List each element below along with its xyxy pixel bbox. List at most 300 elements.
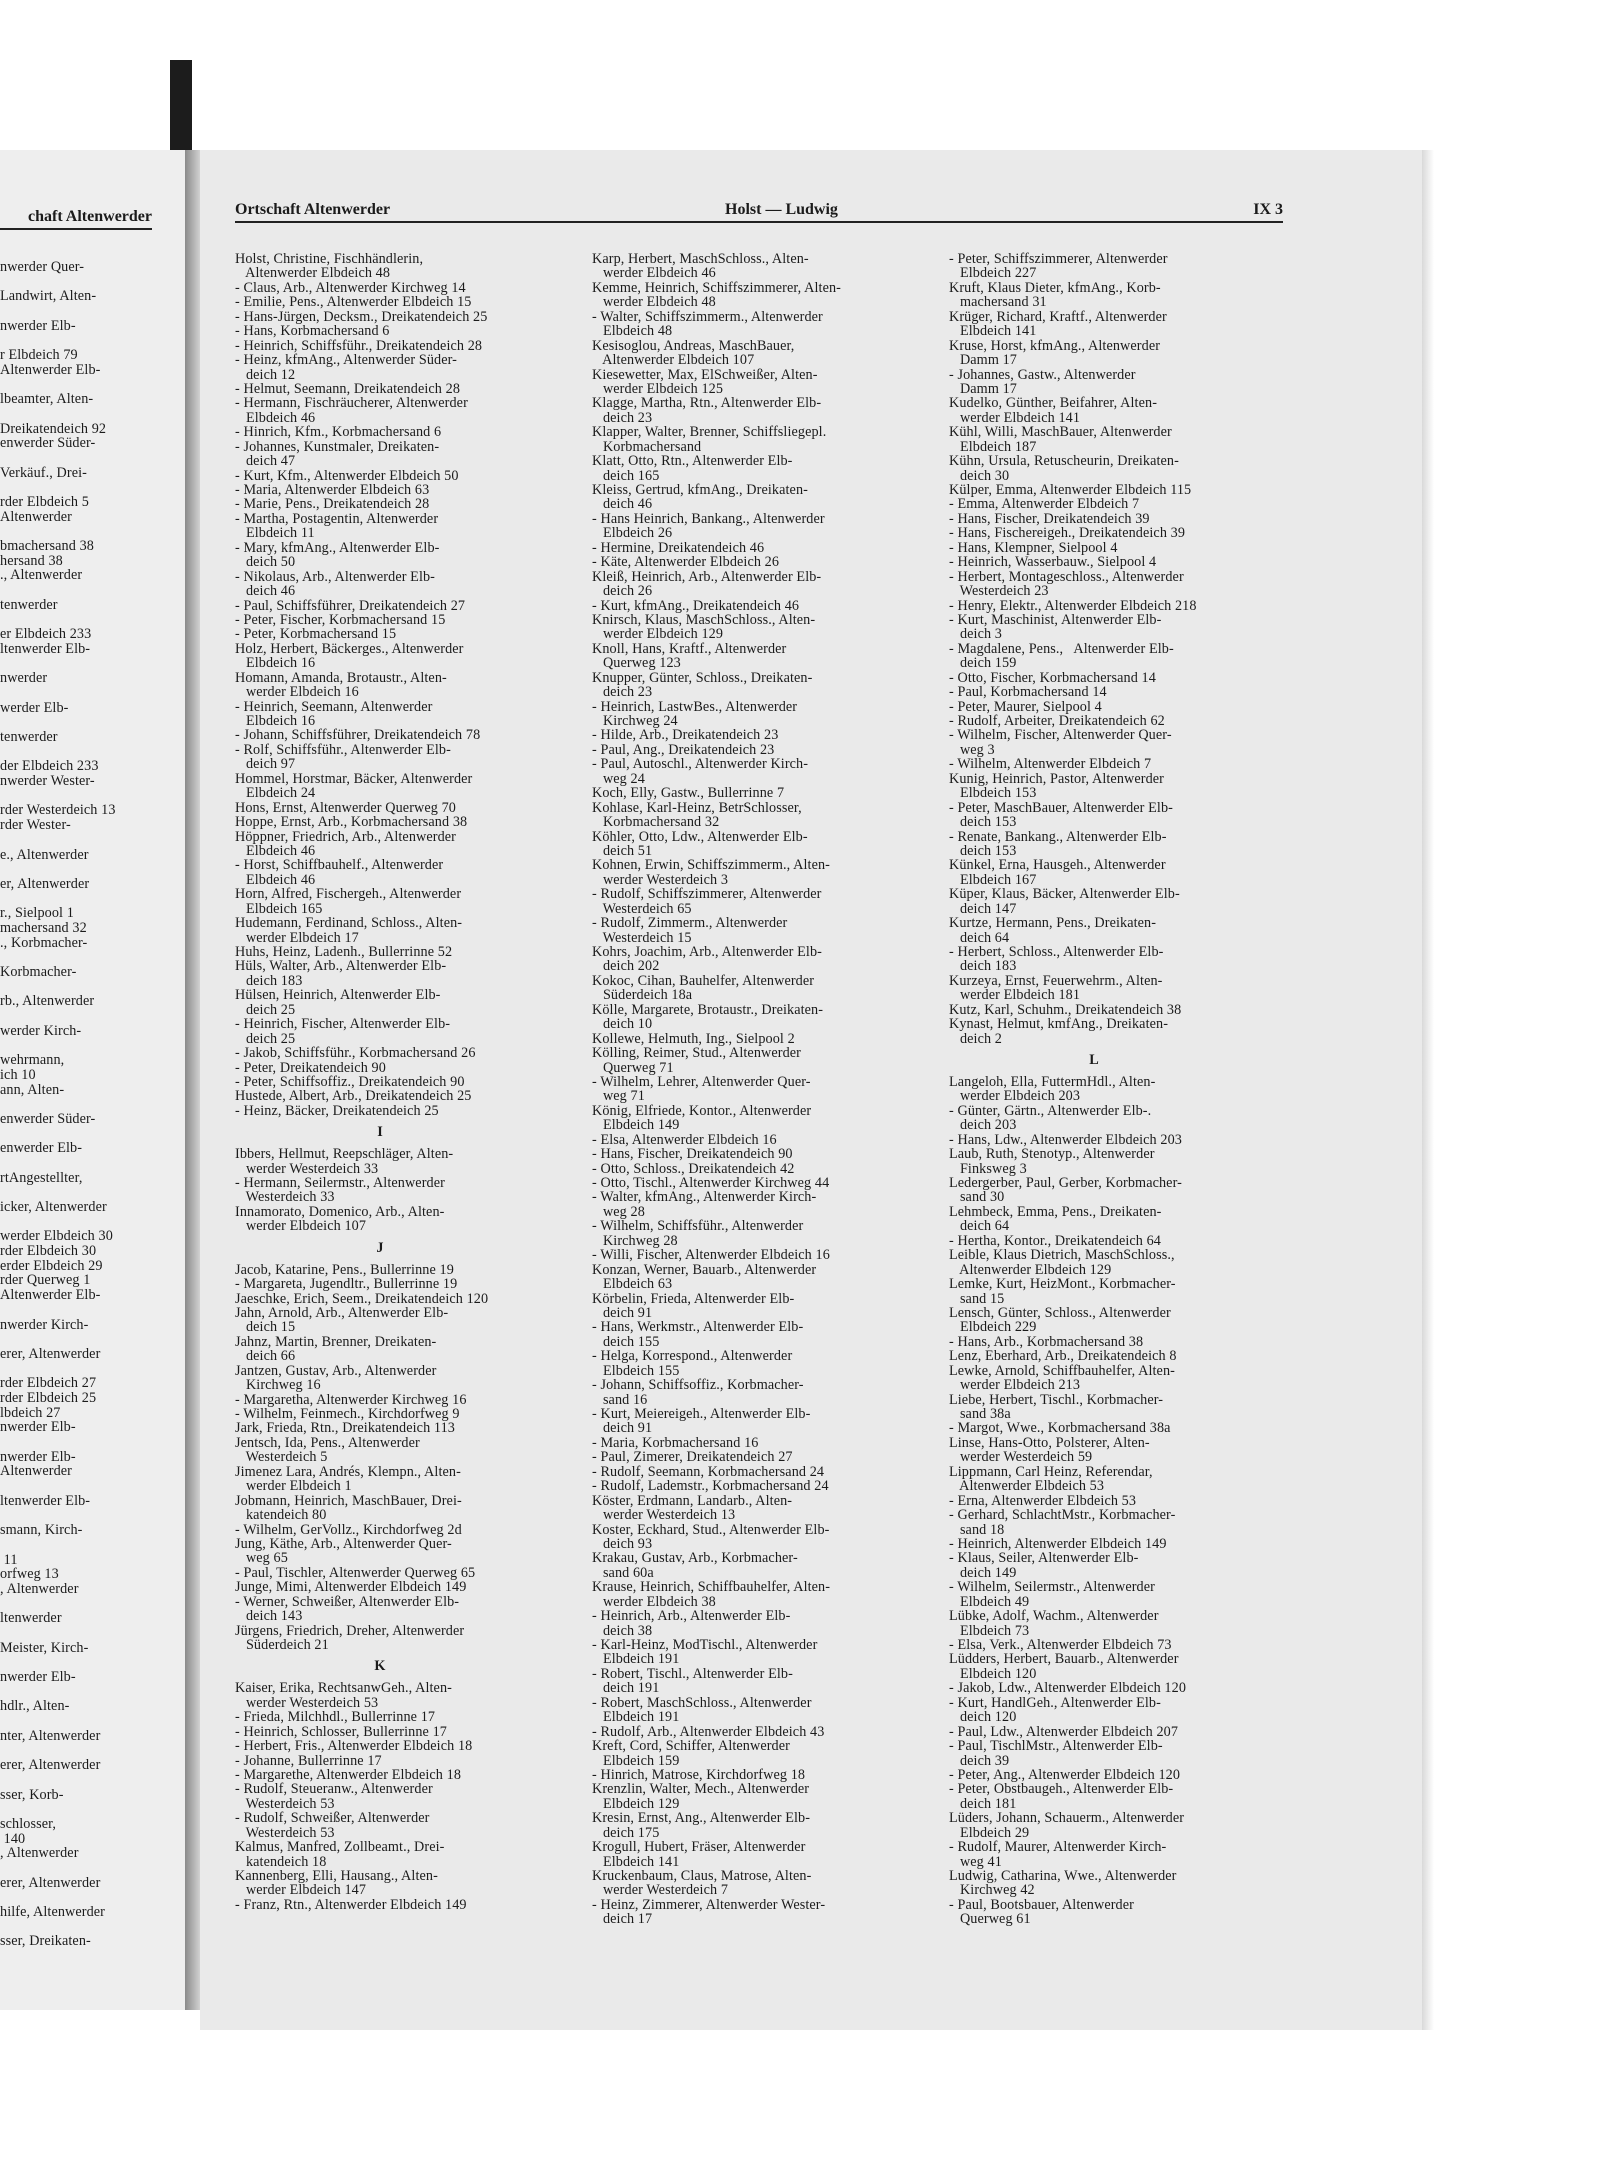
left-page-line: [0, 715, 182, 730]
directory-entry-line: Kölle, Margarete, Brotaustr., Dreikaten-: [592, 1001, 824, 1018]
directory-entry-line: Altenwerder Elbdeich 48: [235, 265, 391, 282]
directory-entry-line: - Käte, Altenwerder Elbdeich 26: [592, 554, 780, 571]
directory-entry-line: - Hermann, Seilermstr., Altenwerder: [235, 1175, 445, 1192]
directory-entry-line: Kutz, Karl, Schuhm., Dreikatendeich 38: [949, 1001, 1182, 1018]
directory-entry-line: Kleiss, Gertrud, kfmAng., Dreikaten-: [592, 482, 808, 498]
directory-entry-line: deich 2: [949, 1030, 1003, 1047]
directory-entry-line: Hons, Ernst, Altenwerder Querweg 70: [235, 799, 456, 816]
header-page-number: IX 3: [1253, 201, 1283, 218]
directory-entry-line: deich 46: [235, 583, 296, 600]
directory-entry-line: weg 41: [949, 1853, 1002, 1870]
left-page-line: [0, 480, 182, 495]
left-page-line: [0, 892, 182, 907]
left-page-line: enwerder Süder-: [0, 1110, 96, 1127]
directory-entry-line: Kühn, Ursula, Retuscheurin, Dreikaten-: [949, 453, 1179, 470]
directory-entry-line: - Claus, Arb., Altenwerder Kirchweg 14: [235, 279, 466, 296]
directory-entry-line: Elbdeich 155: [592, 1362, 680, 1379]
left-page-line: ltenwerder Elb-: [0, 1492, 91, 1509]
directory-entry-line: Elbdeich 159: [592, 1752, 680, 1769]
directory-entry-line: - Rudolf, Schiffszimmerer, Altenwerder: [592, 886, 822, 903]
directory-entry-line: Horn, Alfred, Fischergeh., Altenwerder: [235, 886, 462, 903]
directory-entry-line: Elbdeich 120: [949, 1665, 1037, 1682]
directory-entry-line: - Heinrich, Fischer, Altenwerder Elb-: [235, 1016, 451, 1033]
left-page-line: Korbmacher-: [0, 964, 77, 980]
directory-entry-line: - Heinrich, Wasserbauw., Sielpool 4: [949, 554, 1157, 571]
directory-entry-line: Elbdeich 16: [235, 655, 316, 672]
directory-entry-line: - Hertha, Kontor., Dreikatendeich 64: [949, 1232, 1162, 1249]
left-page-line: [0, 1861, 182, 1876]
directory-entry-line: - Herbert, Schloss., Altenwerder Elb-: [949, 944, 1164, 960]
directory-column-1: [235, 252, 585, 1912]
directory-entry-line: - Johann, Schiffsführer, Dreikatendeich 78: [235, 727, 481, 744]
directory-entry-line: deich 191: [592, 1680, 660, 1697]
directory-entry-line: Holz, Herbert, Bäckerges., Altenwerder: [235, 640, 464, 657]
left-page-line: r Elbdeich 79: [0, 347, 78, 364]
directory-entry-line: - Maria, Altenwerder Elbdeich 63: [235, 482, 430, 498]
left-page-line: [0, 657, 182, 672]
left-page-line: sser, Dreikaten-: [0, 1933, 91, 1950]
directory-entry-line: Hudemann, Ferdinand, Schloss., Alten-: [235, 915, 463, 932]
directory-entry-line: - Klaus, Seiler, Altenwerder Elb-: [949, 1550, 1139, 1567]
directory-entry-line: - Maria, Korbmachersand 16: [592, 1434, 759, 1451]
directory-entry-line: Kollewe, Helmuth, Ing., Sielpool 2: [592, 1030, 795, 1047]
directory-entry-line: Jantzen, Gustav, Arb., Altenwerder: [235, 1362, 437, 1379]
left-page-line: [0, 950, 182, 965]
directory-entry-line: Ibbers, Hellmut, Reepschläger, Alten-: [235, 1146, 454, 1163]
left-page-line: er, Altenwerder: [0, 875, 90, 892]
directory-entry-line: - Kurt, HandlGeh., Altenwerder Elb-: [949, 1694, 1161, 1711]
left-page-line: [0, 1626, 182, 1641]
directory-entry-line: deich 153: [949, 814, 1017, 831]
directory-entry-line: deich 25: [235, 1030, 296, 1047]
left-page-line: [0, 1009, 182, 1024]
directory-entry-line: Korbmachersand: [592, 438, 702, 455]
left-page-line: [0, 1127, 182, 1142]
directory-entry-line: werder Elbdeich 107: [235, 1218, 367, 1235]
directory-entry-line: Elbdeich 46: [235, 842, 316, 859]
left-page-line: ich 10: [0, 1066, 36, 1083]
directory-entry-line: Lüdders, Herbert, Bauarb., Altenwerder: [949, 1651, 1179, 1668]
directory-entry-line: Elbdeich 73: [949, 1622, 1030, 1639]
directory-entry-line: - Otto, Schloss., Dreikatendeich 42: [592, 1160, 795, 1177]
directory-entry-line: weg 3: [949, 741, 995, 758]
left-page-line: [0, 1597, 182, 1612]
directory-entry-line: werder Elbdeich 46: [592, 265, 716, 282]
left-page-line: Altenwerder Elb-: [0, 1287, 101, 1304]
directory-entry-line: Kresin, Ernst, Ang., Altenwerder Elb-: [592, 1810, 811, 1827]
directory-entry-line: werder Elbdeich 38: [592, 1593, 716, 1610]
left-page-line: ltenwerder: [0, 1610, 62, 1627]
directory-entry-line: deich 10: [592, 1016, 653, 1033]
directory-entry-line: - Jakob, Schiffsführ., Korbmachersand 26: [235, 1045, 476, 1062]
directory-entry-line: - Kurt, Maschinist, Altenwerder Elb-: [949, 611, 1162, 628]
directory-entry-line: Elbdeich 46: [235, 871, 316, 888]
directory-entry-line: Westerdeich 53: [235, 1824, 335, 1841]
left-page-line: [0, 1773, 182, 1788]
directory-entry-line: deich 64: [949, 929, 1010, 946]
directory-entry-line: Krenzlin, Walter, Mech., Altenwerder: [592, 1781, 810, 1798]
left-page-line: [0, 1303, 182, 1318]
left-page-line: [0, 862, 182, 877]
directory-entry-line: Kannenberg, Elli, Hausang., Alten-: [235, 1868, 438, 1885]
directory-entry-line: - Peter, Fischer, Korbmachersand 15: [235, 611, 446, 628]
directory-entry-line: - Wilhelm, Lehrer, Altenwerder Quer-: [592, 1073, 811, 1090]
left-page-line: [0, 1508, 182, 1523]
left-page-line: [0, 789, 182, 804]
left-page-line: [0, 686, 182, 701]
directory-entry-line: - Jakob, Ldw., Altenwerder Elbdeich 120: [949, 1680, 1187, 1697]
directory-entry-line: Kreft, Cord, Schiffer, Altenwerder: [592, 1738, 790, 1755]
directory-entry-line: - Heinz, Bäcker, Dreikatendeich 25: [235, 1102, 439, 1119]
directory-entry-line: Koch, Elly, Gastw., Bullerrinne 7: [592, 785, 785, 802]
left-page-line: er Elbdeich 233: [0, 626, 92, 643]
directory-entry-line: Homann, Amanda, Brotaustr., Alten-: [235, 669, 447, 686]
directory-entry-line: - Margot, Wwe., Korbmachersand 38a: [949, 1420, 1171, 1437]
directory-entry-line: werder Elbdeich 17: [235, 929, 359, 946]
directory-entry-line: - Rudolf, Zimmerm., Altenwerder: [592, 915, 788, 932]
directory-entry-line: - Horst, Schiffbauhelf., Altenwerder: [235, 857, 444, 874]
directory-entry-line: deich 183: [949, 958, 1017, 975]
directory-entry-line: Elbdeich 227: [949, 265, 1037, 282]
directory-entry-line: - Hinrich, Kfm., Korbmachersand 6: [235, 424, 442, 441]
section-letter: L: [1089, 1052, 1099, 1069]
directory-entry-line: - Peter, Obstbaugeh., Altenwerder Elb-: [949, 1781, 1174, 1798]
directory-entry-line: - Heinrich, LastwBes., Altenwerder: [592, 698, 798, 715]
directory-entry-line: deich 39: [949, 1752, 1010, 1769]
left-page-line: [0, 333, 182, 348]
page-edge: [1422, 150, 1434, 2030]
left-page-line: rder Westerdeich 13: [0, 802, 116, 819]
directory-entry-line: deich 50: [235, 554, 296, 571]
directory-entry-line: Elbdeich 49: [949, 1593, 1030, 1610]
left-page-line: nwerder: [0, 670, 48, 687]
directory-entry-line: - Emilie, Pens., Altenwerder Elbdeich 15: [235, 294, 472, 311]
page-header: [235, 199, 1283, 223]
left-page-line: ann, Alten-: [0, 1081, 65, 1098]
left-page-line: [0, 1920, 182, 1935]
directory-entry-line: Jacob, Katarine, Pens., Bullerrinne 19: [235, 1261, 454, 1278]
left-page-fragment: [0, 150, 185, 2010]
directory-entry-line: sand 38a: [949, 1406, 1011, 1423]
directory-entry-line: deich 155: [592, 1333, 660, 1350]
directory-entry-line: Lehmbeck, Emma, Pens., Dreikaten-: [949, 1203, 1162, 1220]
directory-entry-line: katendeich 80: [235, 1507, 327, 1524]
left-page-line: ., Altenwerder: [0, 567, 83, 584]
directory-entry-line: Krause, Heinrich, Schiffbauhelfer, Alten-: [592, 1579, 831, 1596]
directory-entry-line: Jaeschke, Erich, Seem., Dreikatendeich 120: [235, 1290, 489, 1307]
left-page-line: der Elbdeich 233: [0, 758, 99, 775]
directory-entry-line: werder Westerdeich 3: [592, 871, 729, 888]
directory-entry-line: deich 183: [235, 972, 303, 989]
directory-entry-line: Querweg 71: [592, 1059, 674, 1076]
directory-entry-line: - Rudolf, Arb., Altenwerder Elbdeich 43: [592, 1723, 825, 1740]
directory-entry-line: Kudelko, Günther, Beifahrer, Alten-: [949, 395, 1158, 412]
directory-entry-line: - Frieda, Milchhdl., Bullerrinne 17: [235, 1709, 436, 1726]
left-page-line: nwerder Kirch-: [0, 1316, 89, 1333]
left-page-line: [0, 1097, 182, 1112]
directory-entry-line: Hustede, Albert, Arb., Dreikatendeich 25: [235, 1088, 472, 1105]
directory-entry-line: Köster, Erdmann, Landarb., Alten-: [592, 1492, 793, 1509]
directory-entry-line: deich 15: [235, 1319, 296, 1336]
directory-entry-line: Kirchweg 42: [949, 1882, 1035, 1899]
gutter-shadow: [185, 150, 201, 2010]
left-page-line: hdlr., Alten-: [0, 1698, 70, 1715]
directory-entry-line: Westerdeich 33: [235, 1189, 335, 1206]
directory-entry-line: Kalmus, Manfred, Zollbeamt., Drei-: [235, 1839, 445, 1856]
left-page-line: 140: [0, 1830, 26, 1847]
left-page-line: nwerder Elb-: [0, 1419, 76, 1436]
directory-entry-line: Knupper, Günter, Schloss., Dreikaten-: [592, 669, 813, 686]
directory-entry-line: deich 51: [592, 842, 653, 859]
directory-entry-line: deich 46: [592, 496, 653, 513]
directory-entry-line: Ludwig, Catharina, Wwe., Altenwerder: [949, 1868, 1177, 1885]
left-page-line: , Altenwerder: [0, 1580, 79, 1597]
directory-entry-line: werder Westerdeich 59: [949, 1449, 1093, 1466]
directory-entry-line: werder Westerdeich 33: [235, 1160, 379, 1177]
directory-entry-line: weg 65: [235, 1550, 288, 1567]
left-page-line: lbdeich 27: [0, 1404, 61, 1421]
directory-entry-line: - Rolf, Schiffsführ., Altenwerder Elb-: [235, 741, 451, 758]
section-letter: I: [377, 1124, 383, 1141]
directory-entry-line: Süderdeich 18a: [592, 987, 693, 1004]
directory-entry-line: - Paul, Schiffsführer, Dreikatendeich 27: [235, 597, 466, 614]
directory-entry-line: deich 203: [949, 1117, 1017, 1134]
directory-entry-line: Kaiser, Erika, RechtsanwGeh., Alten-: [235, 1680, 452, 1697]
directory-entry-line: deich 17: [592, 1911, 653, 1928]
directory-entry-line: Elbdeich 141: [949, 323, 1037, 340]
directory-entry-line: - Hilde, Arb., Dreikatendeich 23: [592, 727, 779, 744]
directory-entry-line: werder Elbdeich 213: [949, 1377, 1081, 1394]
directory-entry-line: deich 47: [235, 453, 296, 470]
directory-entry-line: werder Elbdeich 141: [949, 409, 1081, 426]
directory-entry-line: Querweg 123: [592, 655, 681, 672]
directory-entry-line: Westerdeich 53: [235, 1795, 335, 1812]
directory-column-2: [592, 252, 942, 1927]
directory-entry-line: Elbdeich 129: [592, 1795, 680, 1812]
left-page-line: [0, 980, 182, 995]
left-page-line: nwerder Elb-: [0, 1669, 76, 1685]
left-page-line: nwerder Quer-: [0, 259, 85, 275]
right-page: [200, 150, 1430, 2030]
directory-entry-line: Junge, Mimi, Altenwerder Elbdeich 149: [235, 1579, 467, 1596]
directory-entry-line: - Hans, Fischereigeh., Dreikatendeich 39: [949, 525, 1186, 542]
directory-entry-line: Kirchweg 16: [235, 1377, 321, 1394]
directory-entry-line: - Werner, Schweißer, Altenwerder Elb-: [235, 1593, 460, 1610]
directory-entry-line: - Kurt, kfmAng., Dreikatendeich 46: [592, 597, 800, 614]
directory-entry-line: sand 60a: [592, 1564, 654, 1581]
directory-entry-line: König, Elfriede, Kontor., Altenwerder: [592, 1102, 812, 1119]
section-letter: J: [376, 1239, 384, 1256]
directory-entry-line: Körbelin, Frieda, Altenwerder Elb-: [592, 1290, 795, 1307]
left-page-line: [0, 1743, 182, 1758]
left-page-line: nwerder Wester-: [0, 773, 95, 790]
left-page-line: [0, 524, 182, 539]
left-page-line: werder Kirch-: [0, 1022, 82, 1039]
left-page-line: Altenwerder Elb-: [0, 361, 101, 378]
directory-entry-line: Jung, Käthe, Arb., Altenwerder Quer-: [235, 1535, 452, 1552]
left-page-line: hersand 38: [0, 552, 63, 569]
directory-entry-line: - Peter, Dreikatendeich 90: [235, 1059, 386, 1076]
directory-entry-line: Laub, Ruth, Stenotyp., Altenwerder: [949, 1146, 1155, 1163]
directory-entry-line: Elbdeich 16: [235, 713, 316, 729]
directory-entry-line: weg 24: [592, 770, 645, 787]
directory-entry-line: Elbdeich 229: [949, 1319, 1037, 1336]
directory-entry-line: Klatt, Otto, Rtn., Altenwerder Elb-: [592, 453, 793, 470]
left-page-line: [0, 1538, 182, 1553]
directory-entry-line: Altenwerder Elbdeich 53: [949, 1478, 1105, 1495]
left-page-line: nwerder Elb-: [0, 1448, 76, 1465]
directory-entry-line: - Hermine, Dreikatendeich 46: [592, 539, 765, 556]
left-page-line: Meister, Kirch-: [0, 1639, 89, 1656]
directory-entry-line: Altenwerder Elbdeich 107: [592, 352, 755, 369]
left-page-line: rtAngestellter,: [0, 1169, 83, 1186]
directory-entry-line: - Paul, Ldw., Altenwerder Elbdeich 207: [949, 1723, 1179, 1740]
directory-entry-line: Kokoc, Cihan, Bauhelfer, Altenwerder: [592, 972, 815, 989]
directory-entry-line: - Karl-Heinz, ModTischl., Altenwerder: [592, 1637, 818, 1653]
directory-entry-line: - Mary, kfmAng., Altenwerder Elb-: [235, 539, 440, 556]
directory-entry-line: - Robert, Tischl., Altenwerder Elb-: [592, 1665, 793, 1682]
directory-entry-line: Westerdeich 5: [235, 1449, 328, 1466]
directory-entry-line: - Wilhelm, Seilermstr., Altenwerder: [949, 1579, 1155, 1596]
directory-entry-line: - Rudolf, Maurer, Altenwerder Kirch-: [949, 1839, 1167, 1856]
directory-entry-line: - Elsa, Verk., Altenwerder Elbdeich 73: [949, 1637, 1172, 1654]
directory-entry-line: - Hinrich, Matrose, Kirchdorfweg 18: [592, 1766, 806, 1783]
directory-entry-line: Huhs, Heinz, Ladenh., Bullerrinne 52: [235, 944, 453, 960]
directory-entry-line: Kurtze, Hermann, Pens., Dreikaten-: [949, 915, 1157, 932]
directory-entry-line: - Paul, Bootsbauer, Altenwerder: [949, 1896, 1134, 1913]
left-page-line: [0, 1038, 182, 1053]
left-page-line: Landwirt, Alten-: [0, 288, 97, 305]
directory-entry-line: deich 25: [235, 1001, 296, 1018]
directory-entry-line: katendeich 18: [235, 1853, 327, 1870]
directory-entry-line: Elbdeich 48: [592, 323, 673, 340]
directory-entry-line: Elbdeich 26: [592, 525, 673, 542]
directory-entry-line: - Wilhelm, Feinmech., Kirchdorfweg 9: [235, 1406, 460, 1423]
directory-entry-line: Kesisoglou, Andreas, MaschBauer,: [592, 337, 795, 354]
directory-entry-line: Lippmann, Carl Heinz, Referendar,: [949, 1463, 1153, 1480]
directory-entry-line: deich 165: [592, 467, 660, 484]
directory-entry-line: - Robert, MaschSchloss., Altenwerder: [592, 1694, 812, 1711]
left-page-line: erder Elbdeich 29: [0, 1257, 103, 1274]
directory-entry-line: - Herbert, Fris., Altenwerder Elbdeich 18: [235, 1738, 473, 1755]
directory-entry-line: Klagge, Martha, Rtn., Altenwerder Elb-: [592, 395, 822, 412]
directory-entry-line: deich 143: [235, 1608, 303, 1625]
directory-entry-line: Kynast, Helmut, kmfAng., Dreikaten-: [949, 1016, 1169, 1033]
directory-entry-line: deich 97: [235, 756, 296, 773]
left-page-line: tenwerder: [0, 596, 58, 613]
left-page-line: Altenwerder: [0, 1463, 73, 1480]
left-page-line: erer, Altenwerder: [0, 1345, 101, 1362]
directory-entry-line: Lübke, Adolf, Wachm., Altenwerder: [949, 1608, 1159, 1625]
directory-entry-line: - Helga, Korrespond., Altenwerder: [592, 1348, 793, 1365]
left-page-line: Verkäuf., Drei-: [0, 464, 87, 481]
directory-entry-line: - Nikolaus, Arb., Altenwerder Elb-: [235, 568, 436, 585]
directory-entry-line: Künkel, Erna, Hausgeh., Altenwerder: [949, 857, 1166, 874]
directory-entry-line: deich 38: [592, 1622, 653, 1639]
left-page-line: [0, 1479, 182, 1494]
directory-entry-line: - Heinz, kfmAng., Altenwerder Süder-: [235, 352, 457, 369]
directory-entry-line: deich 23: [592, 684, 653, 701]
directory-entry-line: Elbdeich 141: [592, 1853, 680, 1870]
directory-entry-line: Höppner, Friedrich, Arb., Altenwerder: [235, 828, 457, 845]
directory-entry-line: Innamorato, Domenico, Arb., Alten-: [235, 1203, 445, 1220]
directory-entry-line: Kruse, Horst, kfmAng., Altenwerder: [949, 337, 1161, 354]
directory-entry-line: Finksweg 3: [949, 1160, 1027, 1177]
directory-entry-line: - Martha, Postagentin, Altenwerder: [235, 510, 439, 527]
directory-entry-line: - Hans, Arb., Korbmachersand 38: [949, 1333, 1144, 1350]
directory-entry-line: Linse, Hans-Otto, Polsterer, Alten-: [949, 1434, 1150, 1451]
directory-entry-line: deich 120: [949, 1709, 1017, 1726]
directory-entry-line: - Wilhelm, GerVollz., Kirchdorfweg 2d: [235, 1521, 462, 1538]
left-page-line: [0, 407, 182, 422]
directory-entry-line: - Johanne, Bullerrinne 17: [235, 1752, 382, 1769]
left-page-line: werder Elb-: [0, 699, 69, 716]
left-page-line: rder Elbdeich 5: [0, 494, 89, 510]
directory-entry-line: machersand 31: [949, 294, 1047, 311]
directory-entry-line: - Hans-Jürgen, Decksm., Dreikatendeich 25: [235, 308, 488, 325]
directory-entry-line: - Wilhelm, Fischer, Altenwerder Quer-: [949, 727, 1172, 744]
directory-entry-line: deich 64: [949, 1218, 1010, 1235]
directory-entry-line: - Peter, Ang., Altenwerder Elbdeich 120: [949, 1766, 1181, 1783]
directory-entry-line: Kurzeya, Ernst, Feuerwehrm., Alten-: [949, 972, 1163, 989]
directory-entry-line: Süderdeich 21: [235, 1637, 329, 1654]
directory-entry-line: - Emma, Altenwerder Elbdeich 7: [949, 496, 1140, 513]
directory-entry-line: Kunig, Heinrich, Pastor, Altenwerder: [949, 770, 1165, 787]
directory-entry-line: deich 202: [592, 958, 660, 975]
directory-entry-line: - Rudolf, Seemann, Korbmachersand 24: [592, 1463, 825, 1480]
directory-entry-line: Köhler, Otto, Ldw., Altenwerder Elb-: [592, 828, 808, 845]
left-page-line: 11: [0, 1551, 18, 1568]
directory-entry-line: Krogull, Hubert, Fräser, Altenwerder: [592, 1839, 806, 1856]
directory-entry-line: Elbdeich 165: [235, 900, 323, 917]
directory-entry-line: Damm 17: [949, 352, 1017, 369]
directory-entry-line: - Herbert, Montageschloss., Altenwerder: [949, 568, 1184, 585]
left-page-line: sser, Korb-: [0, 1786, 64, 1803]
left-page-line: bmachersand 38: [0, 538, 94, 555]
directory-entry-line: - Magdalene, Pens., Altenwerder Elb-: [949, 640, 1174, 657]
directory-entry-line: - Paul, TischlMstr., Altenwerder Elb-: [949, 1738, 1163, 1755]
directory-entry-line: Hüls, Walter, Arb., Altenwerder Elb-: [235, 958, 447, 975]
directory-entry-line: deich 159: [949, 655, 1017, 672]
directory-entry-line: Lemke, Kurt, HeizMont., Korbmacher-: [949, 1276, 1176, 1293]
directory-entry-line: deich 66: [235, 1348, 296, 1365]
directory-entry-line: - Peter, MaschBauer, Altenwerder Elb-: [949, 799, 1173, 816]
left-page-line: hilfe, Altenwerder: [0, 1904, 106, 1920]
header-locality: Ortschaft Altenwerder: [235, 201, 391, 218]
left-page-line: enwerder Elb-: [0, 1140, 83, 1157]
directory-entry-line: - Hans, Fischer, Dreikatendeich 39: [949, 510, 1150, 527]
directory-entry-line: Elbdeich 24: [235, 785, 316, 802]
directory-entry-line: Kruckenbaum, Claus, Matrose, Alten-: [592, 1868, 812, 1884]
directory-entry-line: Elbdeich 29: [949, 1824, 1030, 1841]
left-page-line: [0, 1890, 182, 1905]
directory-entry-line: Jahnz, Martin, Brenner, Dreikaten-: [235, 1333, 437, 1350]
directory-entry-line: - Gerhard, SchlachtMstr., Korbmacher-: [949, 1507, 1176, 1524]
left-page-line: Altenwerder: [0, 508, 73, 525]
directory-entry-line: deich 3: [949, 626, 1003, 643]
directory-entry-line: - Paul, Ang., Dreikatendeich 23: [592, 741, 775, 758]
left-page-line: Dreikatendeich 92: [0, 420, 107, 437]
left-page-line: [0, 1215, 182, 1230]
directory-entry-line: Klapper, Walter, Brenner, Schiffsliegepl.: [592, 424, 827, 441]
directory-entry-line: sand 30: [949, 1189, 1005, 1206]
directory-entry-line: Knirsch, Klaus, MaschSchloss., Alten-: [592, 611, 816, 628]
left-page-line: [0, 1156, 182, 1171]
directory-entry-line: weg 71: [592, 1088, 645, 1105]
directory-entry-line: Jürgens, Friedrich, Dreher, Altenwerder: [235, 1622, 465, 1639]
directory-entry-line: - Rudolf, Schweißer, Altenwerder: [235, 1810, 430, 1827]
left-page-line: rb., Altenwerder: [0, 993, 95, 1010]
